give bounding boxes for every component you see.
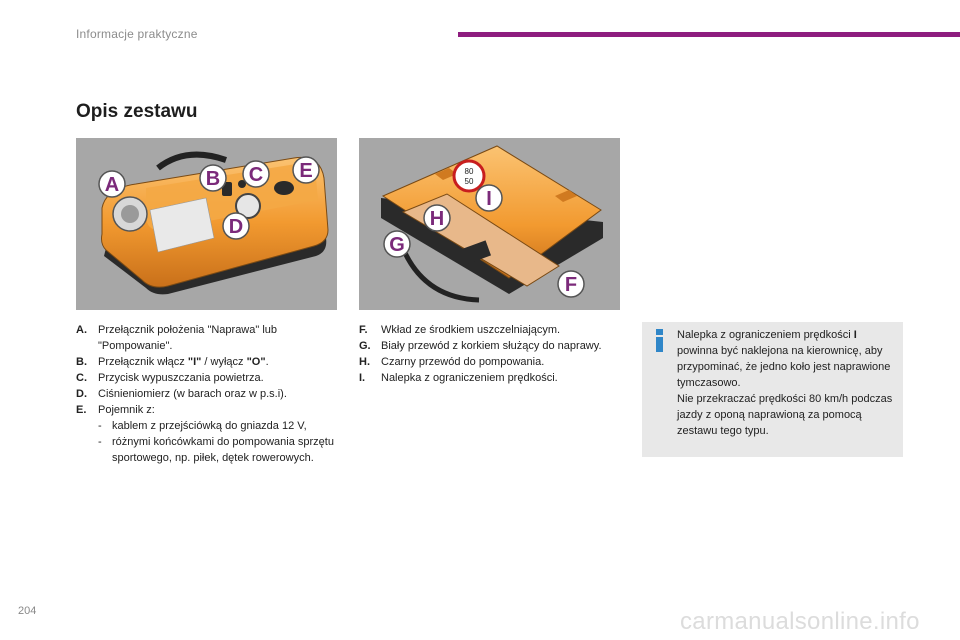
kit-top-illustration [76,138,337,310]
list-item [359,370,609,386]
compressor-kit-illustration [76,138,337,310]
label-d [223,213,249,239]
label-c [243,161,269,187]
parts-list-right [359,322,609,386]
item-text-pre: Przełącznik włącz [98,356,188,368]
list-item [359,322,609,338]
list-item [76,322,338,354]
svg-text:H: H [429,208,445,230]
item-key: D. [76,388,87,400]
svg-text:D: D [228,216,244,238]
sub-dash: - [98,420,102,432]
svg-text:F: F [564,274,578,296]
label-e [293,157,319,183]
speed-sign-bottom: 50 [464,177,474,186]
item-text: Przełącznik położenia "Naprawa" lub "Pompowanie". [98,324,278,352]
label-a [99,171,125,197]
list-item [76,402,338,418]
info-p1-bold: I [853,329,857,341]
sub-item [98,434,338,466]
svg-text:A: A [104,174,120,196]
info-icon [656,329,666,352]
sub-item [98,418,338,434]
info-p1-pre: Nalepka z ograniczeniem prędkości [677,329,854,341]
kit-bottom-illustration [359,138,620,310]
item-key: B. [76,356,87,368]
item-text-mid: / wyłącz [201,356,247,368]
sub-text: różnymi końcówkami do pompowania sprzętu sportowego, np. piłek, dętek rowerowych. [112,436,334,464]
svg-text:E: E [299,160,313,182]
page-heading: Opis zestawu [76,101,198,122]
page-number: 204 [18,605,37,617]
sub-dash: - [98,436,102,448]
item-text: Przycisk wypuszczania powietrza. [98,372,264,384]
svg-text:C: C [248,164,264,186]
compressor-kit-underside-illustration [359,138,620,310]
item-text [98,354,338,370]
watermark: carmanualsonline.info [680,608,920,635]
speed-limit-sticker [454,161,484,191]
info-note-box [642,322,903,457]
item-text: Biały przewód z korkiem służący do naprawy. [381,340,602,352]
item-key: A. [76,324,87,336]
item-text: Nalepka z ograniczeniem prędkości. [381,372,558,384]
item-key: I. [359,372,366,384]
parts-list-left [76,322,338,466]
list-item [359,354,609,370]
svg-text:B: B [205,168,221,190]
list-item [359,338,609,354]
item-text: Wkład ze środkiem uszczelniającym. [381,324,561,336]
list-item [76,354,338,370]
label-f [558,271,584,297]
item-text: Ciśnieniomierz (w barach oraz w p.s.i). [98,388,287,400]
list-item [76,386,338,402]
item-text-post: . [265,356,269,368]
section-title: Informacje praktyczne [76,27,198,41]
label-b [200,165,226,191]
svg-text:G: G [389,234,405,256]
sub-text: kablem z przejściówką do gniazda 12 V, [112,420,307,432]
header-accent-bar [458,32,960,37]
item-key: E. [76,404,87,416]
item-key: C. [76,372,87,384]
speed-sign-top: 80 [464,167,474,176]
item-key: H. [359,356,370,368]
info-p1-post: powinna być naklejona na kierownicę, aby przypominać, że jedno koło jest naprawione tymczasowo. [677,345,891,389]
label-g [384,231,410,257]
info-paragraph-1 [677,327,895,391]
label-h [424,205,450,231]
label-i [476,185,502,211]
item-text-on: "I" [187,356,202,368]
item-key: F. [359,324,368,336]
item-text-off: "O" [246,356,266,368]
svg-text:I: I [486,188,492,210]
info-text [677,327,895,439]
item-text: Pojemnik z: [98,404,155,416]
list-item [76,370,338,386]
info-paragraph-2: Nie przekraczać prędkości 80 km/h podczas jazdy z oponą naprawioną za pomocą zestawu tego typu. [677,393,893,437]
item-key: G. [359,340,371,352]
item-text: Czarny przewód do pompowania. [381,356,545,368]
